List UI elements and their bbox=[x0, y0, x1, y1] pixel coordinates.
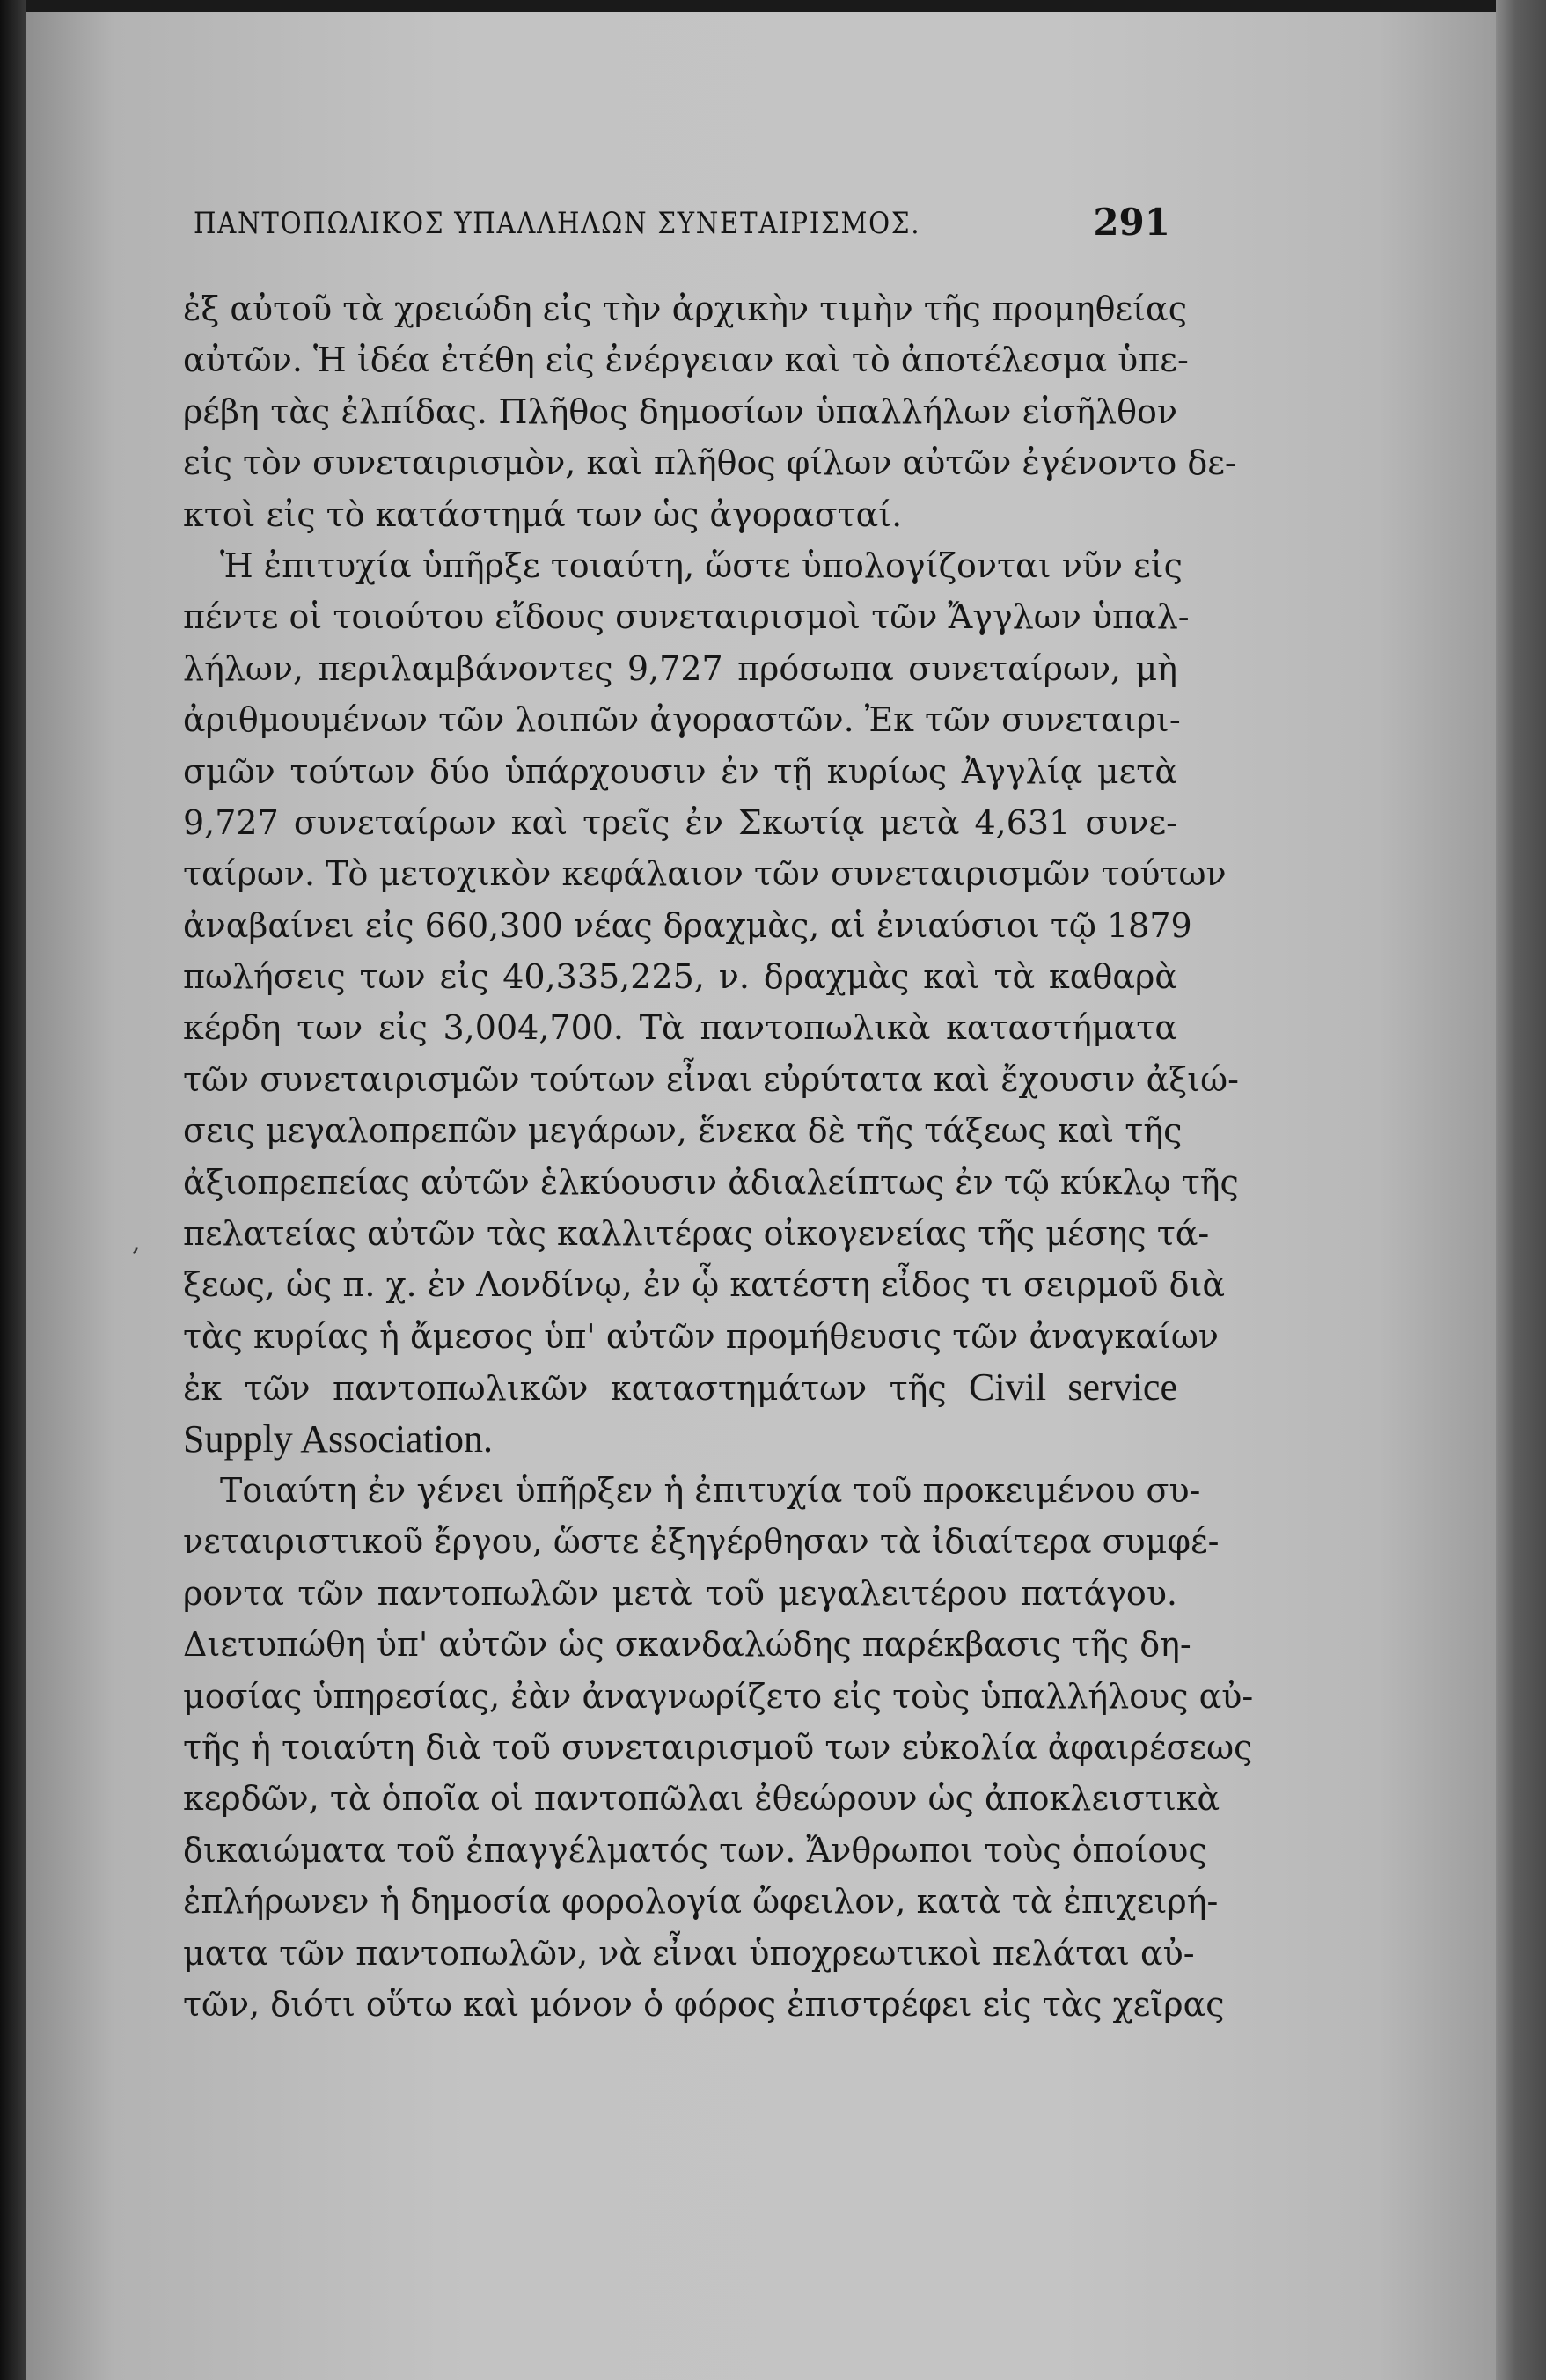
roman-text-segment: Civil service bbox=[969, 1366, 1177, 1410]
text-line: Διετυπώθη ὑπ' αὐτῶν ὡς σκανδαλώδης παρέκβασις τῆς δη- bbox=[183, 1625, 1191, 1665]
text-line: μοσίας ὑπηρεσίας, ἐὰν ἀναγνωρίζετο εἰς τοὺς ὑπαλλήλους αὐ- bbox=[183, 1676, 1254, 1716]
text-line: 9,727 συνεταίρων καὶ τρεῖς ἐν Σκωτίᾳ μετὰ 4,631 συνε- bbox=[183, 802, 1177, 842]
margin-mark: , bbox=[132, 1227, 141, 1257]
text-segment: ἐκ τῶν παντοπωλικῶν καταστημάτων τῆς bbox=[183, 1369, 947, 1409]
text-line: κερδῶν, τὰ ὁποῖα οἱ παντοπῶλαι ἐθεώρουν ὡς ἀποκλειστικὰ bbox=[183, 1779, 1220, 1819]
text-line: Supply Association. bbox=[183, 1417, 494, 1461]
text-line: ἀναβαίνει εἰς 660,300 νέας δραχμὰς, αἱ ἐνιαύσιοι τῷ 1879 bbox=[183, 905, 1192, 945]
text-line: πελατείας αὐτῶν τὰς καλλιτέρας οἰκογενείας τῆς μέσης τά- bbox=[183, 1214, 1210, 1254]
text-line: κέρδη των εἰς 3,004,700. Τὰ παντοπωλικὰ καταστήματα bbox=[183, 1008, 1177, 1048]
page-number: 291 bbox=[1093, 201, 1170, 244]
text-line: σεις μεγαλοπρεπῶν μεγάρων, ἕνεκα δὲ τῆς τάξεως καὶ τῆς bbox=[183, 1111, 1183, 1151]
text-line: ξεως, ὡς π. χ. ἐν Λονδίνῳ, ἐν ᾧ κατέστη εἶδος τι σειρμοῦ διὰ bbox=[183, 1265, 1226, 1305]
text-line: Τοιαύτη ἐν γένει ὑπῆρξεν ἡ ἐπιτυχία τοῦ προκειμένου συ- bbox=[220, 1470, 1201, 1510]
text-line: Ἡ ἐπιτυχία ὑπῆρξε τοιαύτη, ὥστε ὑπολογίζονται νῦν εἰς bbox=[220, 546, 1183, 585]
text-line: ταίρων. Τὸ μετοχικὸν κεφάλαιον τῶν συνεταιρισμῶν τούτων bbox=[183, 854, 1227, 894]
text-line: ματα τῶν παντοπωλῶν, νὰ εἶναι ὑποχρεωτικοὶ πελάται αὐ- bbox=[183, 1933, 1195, 1973]
text-line: αὐτῶν. Ἡ ἰδέα ἐτέθη εἰς ἐνέργειαν καὶ τὸ ἀποτέλεσμα ὑπε- bbox=[183, 341, 1189, 380]
text-line: τῆς ἡ τοιαύτη διὰ τοῦ συνεταιρισμοῦ των εὐκολία ἀφαιρέσεως bbox=[183, 1727, 1253, 1767]
text-line-mixed bbox=[183, 1362, 1177, 1413]
scan-right-edge bbox=[1496, 0, 1546, 2380]
text-line: ρέβη τὰς ἐλπίδας. Πλῆθος δημοσίων ὑπαλλήλων εἰσῆλθον bbox=[183, 392, 1177, 431]
text-line: πέντε οἱ τοιούτου εἴδους συνεταιρισμοὶ τῶν Ἄγγλων ὑπαλ- bbox=[183, 597, 1190, 637]
text-line: κτοὶ εἰς τὸ κατάστημά των ὡς ἀγορασταί. bbox=[183, 494, 903, 534]
body-text bbox=[183, 283, 1254, 2030]
text-line: σμῶν τούτων δύο ὑπάρχουσιν ἐν τῇ κυρίως Ἀγγλίᾳ μετὰ bbox=[183, 751, 1177, 791]
text-line: εἰς τὸν συνεταιρισμὸν, καὶ πλῆθος φίλων αὐτῶν ἐγένοντο δε- bbox=[183, 443, 1236, 483]
page-header bbox=[194, 201, 1170, 245]
scan-left-edge bbox=[0, 0, 26, 2380]
text-line: ἀξιοπρεπείας αὐτῶν ἑλκύουσιν ἀδιαλείπτως ἐν τῷ κύκλῳ τῆς bbox=[183, 1162, 1239, 1202]
text-line: τὰς κυρίας ἡ ἄμεσος ὑπ' αὐτῶν προμήθευσις τῶν ἀναγκαίων bbox=[183, 1316, 1220, 1356]
text-line: ἐξ αὐτοῦ τὰ χρειώδη εἰς τὴν ἀρχικὴν τιμὴν τῆς προμηθείας bbox=[183, 289, 1187, 328]
running-title: ΠΑΝΤΟΠΩΛΙΚΟΣ ΥΠΑΛΛΗΛΩΝ ΣΥΝΕΤΑΙΡΙΣΜΟΣ. bbox=[194, 206, 921, 241]
text-line: ροντα τῶν παντοπωλῶν μετὰ τοῦ μεγαλειτέρου πατάγου. bbox=[183, 1573, 1177, 1613]
text-line: λήλων, περιλαμβάνοντες 9,727 πρόσωπα συνεταίρων, μὴ bbox=[183, 648, 1177, 688]
text-line: πωλήσεις των εἰς 40,335,225, ν. δραχμὰς καὶ τὰ καθαρὰ bbox=[183, 957, 1177, 997]
text-line: νεταιριστικοῦ ἔργου, ὥστε ἐξηγέρθησαν τὰ ἰδιαίτερα συμφέ- bbox=[183, 1522, 1220, 1562]
text-line: δικαιώματα τοῦ ἐπαγγέλματός των. Ἄνθρωποι τοὺς ὁποίους bbox=[183, 1830, 1207, 1870]
text-line: τῶν συνεταιρισμῶν τούτων εἶναι εὐρύτατα καὶ ἔχουσιν ἀξιώ- bbox=[183, 1059, 1239, 1099]
text-line: ἐπλήρωνεν ἡ δημοσία φορολογία ὤφειλον, κατὰ τὰ ἐπιχειρή- bbox=[183, 1882, 1219, 1922]
text-line: ἀριθμουμένων τῶν λοιπῶν ἀγοραστῶν. Ἐκ τῶν συνεταιρι- bbox=[183, 700, 1181, 740]
text-line: τῶν, διότι οὕτω καὶ μόνον ὁ φόρος ἐπιστρέφει εἰς τὰς χεῖρας bbox=[183, 1984, 1225, 2024]
